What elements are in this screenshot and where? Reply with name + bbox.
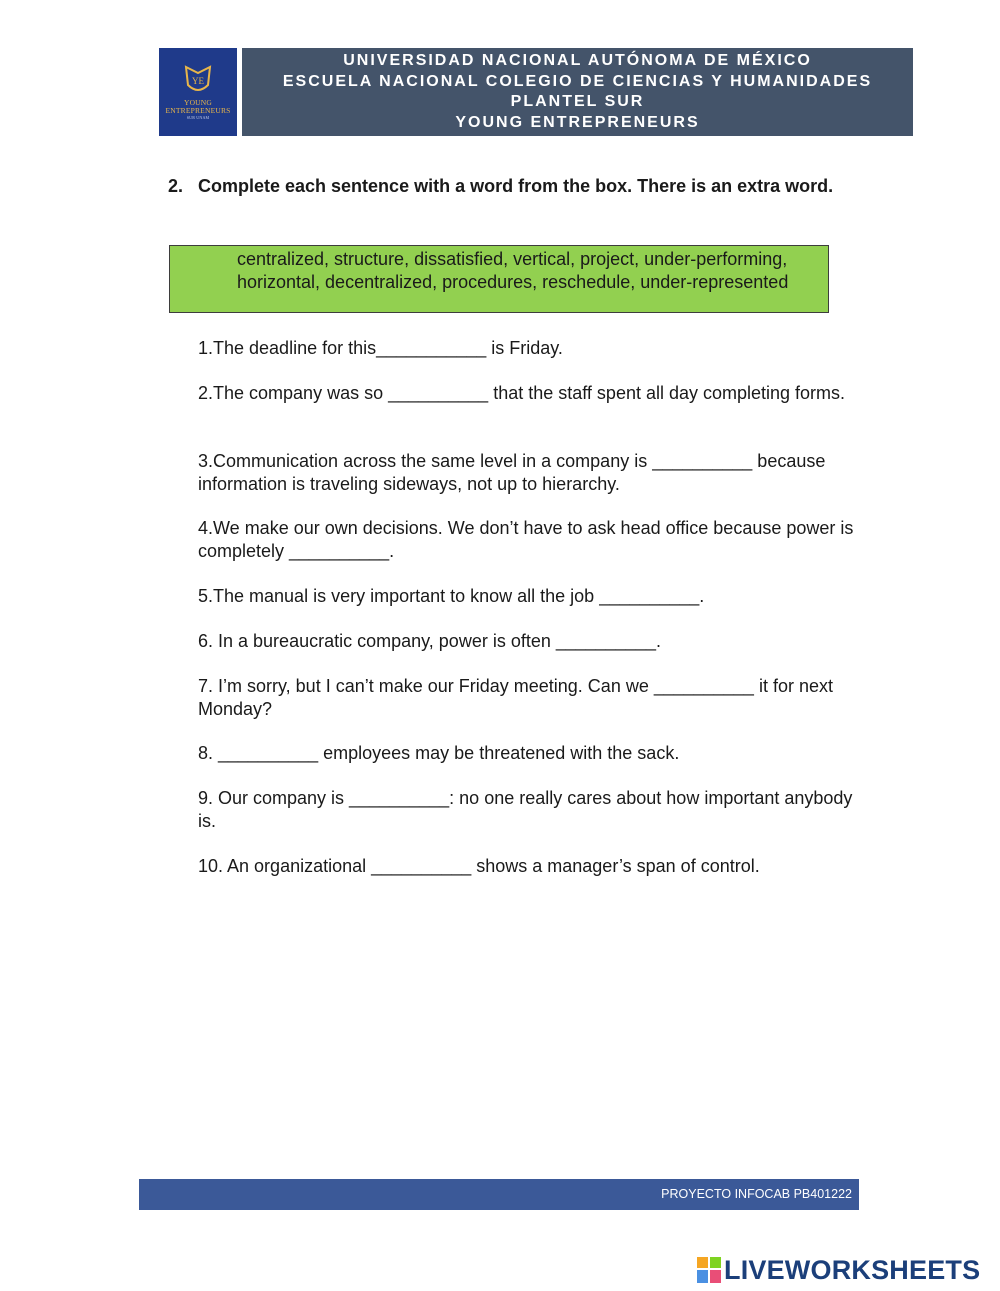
question-2: 2.The company was so __________ that the staff spent all day completing forms. [198, 383, 846, 403]
question-7: 7. I’m sorry, but I can’t make our Friday meeting. Can we __________ it for next Monday? [198, 676, 833, 719]
exercise-instruction [168, 175, 848, 198]
header-line-campus: PLANTEL SUR [510, 93, 645, 110]
header-line-school: ESCUELA NACIONAL COLEGIO DE CIENCIAS Y HUMANIDADES [282, 72, 873, 90]
word-bank-text: centralized, structure, dissatisfied, vertical, project, under-performing, horizontal, decentralized, procedures, reschedule, under-represented [237, 249, 789, 292]
word-bank-box [169, 245, 829, 313]
liveworksheets-text: LIVEWORKSHEETS [724, 1254, 981, 1285]
question-10: 10. An organizational __________ shows a manager’s span of control. [198, 856, 760, 876]
liveworksheets-watermark [697, 1255, 997, 1285]
logo-text-line1: YOUNG [183, 98, 213, 107]
logo-text-line3: SUR UNAM [186, 115, 210, 120]
question-5: 5.The manual is very important to know all the job __________. [198, 586, 705, 606]
question-4: 4.We make our own decisions. We don’t have to ask head office because power is completely __________. [198, 518, 854, 561]
question-6: 6. In a bureaucratic company, power is often __________. [198, 631, 661, 651]
shield-emblem-icon [178, 63, 218, 99]
header-title-bar [242, 48, 913, 136]
school-logo [159, 48, 237, 136]
instruction-number: 2. [168, 176, 184, 196]
question-1: 1.The deadline for this___________ is Friday. [198, 338, 563, 358]
instruction-text: Complete each sentence with a word from the box. There is an extra word. [198, 176, 834, 196]
question-3: 3.Communication across the same level in a company is __________ because information is traveling sideways, not up to hierarchy. [198, 451, 826, 494]
liveworksheets-logo-icon [697, 1257, 721, 1283]
question-8: 8. __________ employees may be threatened with the sack. [198, 743, 680, 763]
header-line-university: UNIVERSIDAD NACIONAL AUTÓNOMA DE MÉXICO [343, 52, 812, 69]
question-9: 9. Our company is __________: no one really cares about how important anybody is. [198, 788, 853, 831]
footer-project-code: PROYECTO INFOCAB PB401222 [661, 1187, 852, 1201]
header-line-program: YOUNG ENTREPRENEURS [455, 113, 700, 131]
footer-bar [139, 1179, 859, 1210]
logo-monogram: YE [192, 76, 204, 86]
logo-text-line2: ENTREPRENEURS [165, 106, 231, 115]
